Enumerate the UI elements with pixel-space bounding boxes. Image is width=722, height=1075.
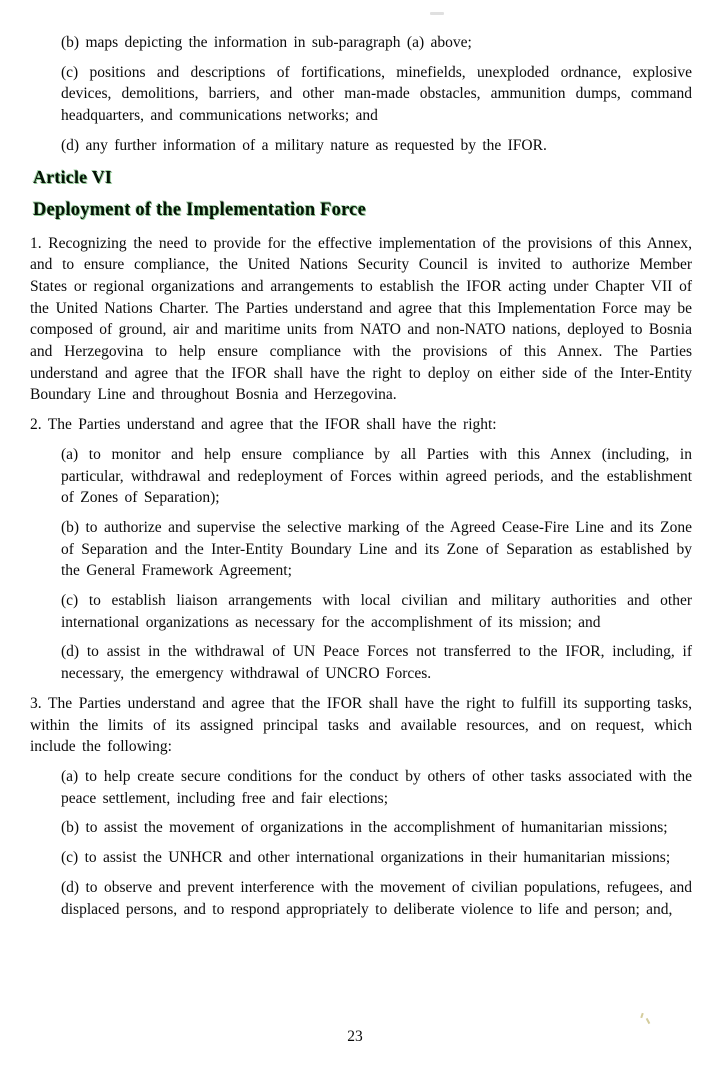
scan-artifact-top <box>430 12 444 15</box>
paragraph-2-item-c: (c) to establish liaison arrangements with local civilian and military authorities and other international organizations as necessary for the accomplishment of its mission; and <box>61 592 692 631</box>
scan-artifact-bottom-right-2 <box>646 1018 651 1024</box>
page-number: 23 <box>347 1028 363 1045</box>
paragraph-2-item-b: (b) to authorize and supervise the selective marking of the Agreed Cease-Fire Line and its Zone of Separation and the Inter-Entity Boundary Line and its Zone of Separation as established by the General Framework Agreement; <box>61 518 692 580</box>
scan-artifact-bottom-right-1 <box>640 1013 643 1018</box>
sub-paragraph-c: (c) positions and descriptions of fortifications, minefields, unexploded ordnance, explosive devices, demolitions, barriers, and other man-made obstacles, ammunition dumps, command headquarters, and communications networks; and <box>61 63 692 125</box>
paragraph-3-item-c: (c) to assist the UNHCR and other international organizations in their humanitarian missions; <box>61 849 671 867</box>
paragraph-3-item-b: (b) to assist the movement of organizations in the accomplishment of humanitarian missions; <box>61 819 668 837</box>
paragraph-3-item-a: (a) to help create secure conditions for the conduct by others of other tasks associated with the peace settlement, including free and fair elections; <box>61 767 692 807</box>
paragraph-2-item-d: (d) to assist in the withdrawal of UN Peace Forces not transferred to the IFOR, including, if necessary, the emergency withdrawal of UNCRO Forces. <box>61 643 692 683</box>
paragraph-2-item-a: (a) to monitor and help ensure compliance by all Parties with this Annex (including, in particular, withdrawal and redeployment of Forces within agreed periods, and the establishment of Zones of Separation); <box>61 445 692 507</box>
paragraph-2-intro: 2. The Parties understand and agree that the IFOR shall have the right: <box>30 416 497 434</box>
article-heading: Article VI <box>33 166 113 187</box>
section-heading: Deployment of the Implementation Force <box>33 199 367 220</box>
sub-paragraph-b: (b) maps depicting the information in sub-paragraph (a) above; <box>61 34 472 51</box>
paragraph-1: 1. Recognizing the need to provide for the effective implementation of the provisions of this Annex, and to ensure compliance, the United Nations Security Council is invited to authorize Member States or regional organizations and arrangements to establish the IFOR acting under Chapter VII of the United Nations Charter. The Parties understand and agree that this Implementation Force may be composed of ground, air and maritime units from NATO and non-NATO nations, deployed to Bosnia and Herzegovina to help ensure compliance with the provisions of this Annex. The Parties understand and agree that the IFOR shall have the right to deploy on either side of the Inter-Entity Boundary Line and throughout Bosnia and Herzegovina. <box>30 234 692 404</box>
sub-paragraph-d: (d) any further information of a military nature as requested by the IFOR. <box>61 136 547 154</box>
paragraph-3-item-d: (d) to observe and prevent interference with the movement of civilian populations, refugees, and displaced persons, and to respond appropriately to deliberate violence to life and person; and, <box>61 878 692 918</box>
paragraph-3-intro: 3. The Parties understand and agree that the IFOR shall have the right to fulfill its supporting tasks, within the limits of its assigned principal tasks and available resources, and on request, which include the following: <box>30 694 692 756</box>
